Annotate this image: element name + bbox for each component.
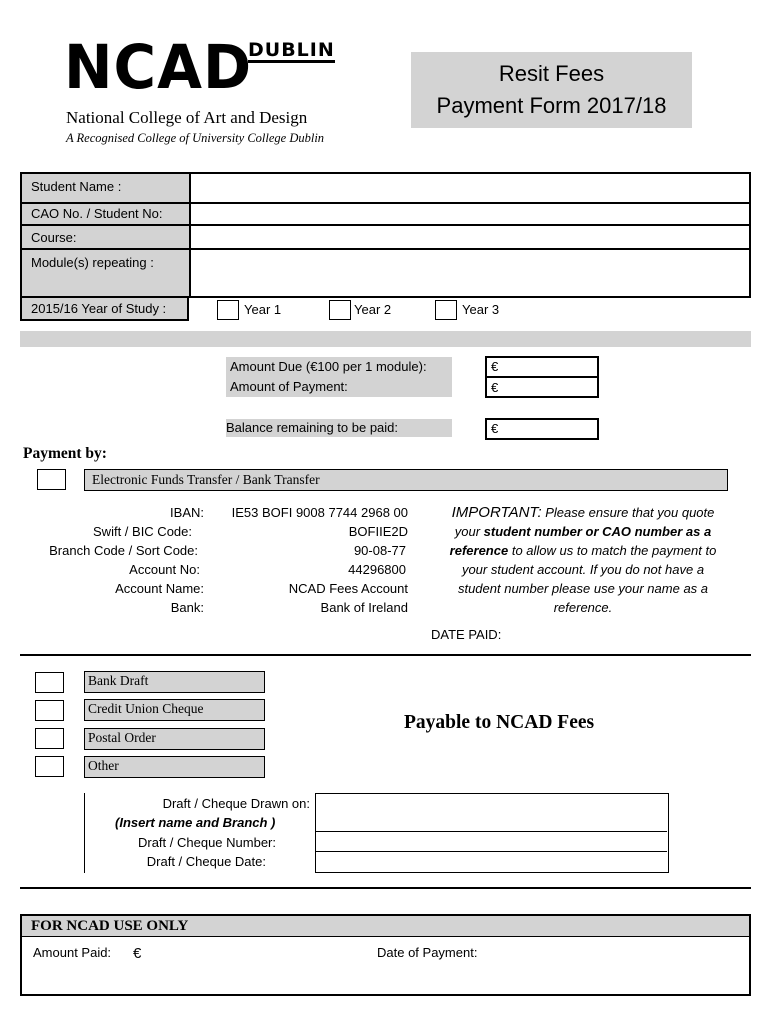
student-details-table xyxy=(20,172,751,298)
course-field[interactable] xyxy=(191,226,749,248)
divider-line-1 xyxy=(20,654,751,656)
amount-due-label: Amount Due (€100 per 1 module): xyxy=(230,359,427,374)
balance-label: Balance remaining to be paid: xyxy=(226,419,452,437)
draft-drawn-on-label: Draft / Cheque Drawn on: xyxy=(162,796,310,811)
swift-value: BOFIIE2D xyxy=(348,524,408,539)
office-use-heading: FOR NCAD USE ONLY xyxy=(22,916,749,937)
sort-code-value: 90-08-77 xyxy=(353,543,406,558)
bank-value: Bank of Ireland xyxy=(320,600,408,615)
draft-number-field[interactable] xyxy=(316,833,667,852)
draft-insert-label: (Insert name and Branch ) xyxy=(115,815,276,830)
year-1-label: Year 1 xyxy=(244,302,282,317)
payment-by-heading: Payment by: xyxy=(23,445,107,462)
section-divider-band xyxy=(20,331,751,347)
postal-order-checkbox[interactable] xyxy=(35,728,64,749)
ncad-logo: NCAD xyxy=(64,31,253,103)
year-3-checkbox[interactable] xyxy=(435,300,457,320)
amount-paid-currency: € xyxy=(133,945,142,962)
year-1-checkbox[interactable] xyxy=(217,300,239,320)
draft-number-label: Draft / Cheque Number: xyxy=(137,835,276,850)
modules-field[interactable] xyxy=(191,250,749,296)
amount-payment-label: Amount of Payment: xyxy=(230,379,348,394)
other-label: Other xyxy=(84,756,265,778)
eft-label: Electronic Funds Transfer / Bank Transfer xyxy=(84,469,728,491)
college-tagline: A Recognised College of University College Dublin xyxy=(66,131,325,145)
bank-draft-label: Bank Draft xyxy=(84,671,265,693)
date-paid-label: DATE PAID: xyxy=(431,627,502,642)
year-2-label: Year 2 xyxy=(354,302,392,317)
student-name-label: Student Name : xyxy=(22,174,189,202)
credit-union-checkbox[interactable] xyxy=(35,700,64,721)
amount-due-field[interactable]: € xyxy=(491,359,499,374)
amount-payment-field[interactable]: € xyxy=(491,380,499,395)
draft-drawn-on-field[interactable] xyxy=(316,794,667,832)
account-no-label: Account No: xyxy=(129,562,200,577)
student-name-field[interactable] xyxy=(191,174,749,202)
account-name-value: NCAD Fees Account xyxy=(288,581,408,596)
bank-label: Bank: xyxy=(170,600,204,615)
form-title xyxy=(411,52,692,128)
important-note: IMPORTANT: Please ensure that you quote your student number or CAO number as a reference to allow us to match the payment to your student account. If you do not have a student number please use your name as a reference. xyxy=(449,504,717,616)
bank-draft-checkbox[interactable] xyxy=(35,672,64,693)
cao-field[interactable] xyxy=(191,204,749,224)
cao-label: CAO No. / Student No: xyxy=(22,204,189,224)
modules-label: Module(s) repeating : xyxy=(22,250,189,296)
title-line-1: Resit Fees xyxy=(498,61,605,86)
college-name: National College of Art and Design xyxy=(66,108,308,127)
amounts-labels xyxy=(226,357,452,397)
swift-label: Swift / BIC Code: xyxy=(93,524,192,539)
title-line-2: Payment Form 2017/18 xyxy=(436,93,667,118)
payable-to: Payable to NCAD Fees xyxy=(404,712,595,733)
amount-boxes xyxy=(485,356,599,398)
account-name-label: Account Name: xyxy=(115,581,204,596)
iban-label: IBAN: xyxy=(170,505,204,520)
other-checkbox[interactable] xyxy=(35,756,64,777)
date-of-payment-label: Date of Payment: xyxy=(377,945,478,960)
year-2-checkbox[interactable] xyxy=(329,300,351,320)
balance-field[interactable]: € xyxy=(485,418,599,440)
sort-code-label: Branch Code / Sort Code: xyxy=(49,543,198,558)
year-3-label: Year 3 xyxy=(462,302,500,317)
amount-paid-label: Amount Paid: xyxy=(33,945,112,960)
year-of-study-label: 2015/16 Year of Study : xyxy=(20,298,189,321)
draft-date-field[interactable] xyxy=(316,853,667,871)
draft-date-label: Draft / Cheque Date: xyxy=(146,854,266,869)
divider-line-2 xyxy=(20,887,751,889)
account-no-value: 44296800 xyxy=(348,562,406,577)
eft-checkbox[interactable] xyxy=(37,469,66,490)
course-label: Course: xyxy=(22,226,189,248)
office-use-section xyxy=(20,914,751,996)
draft-details-table xyxy=(84,793,668,873)
bank-details xyxy=(30,503,410,617)
postal-order-label: Postal Order xyxy=(84,728,265,750)
logo-city: DUBLIN xyxy=(248,39,335,61)
credit-union-label: Credit Union Cheque xyxy=(84,699,265,721)
iban-value: IE53 BOFI 9008 7744 2968 00 xyxy=(231,505,408,520)
